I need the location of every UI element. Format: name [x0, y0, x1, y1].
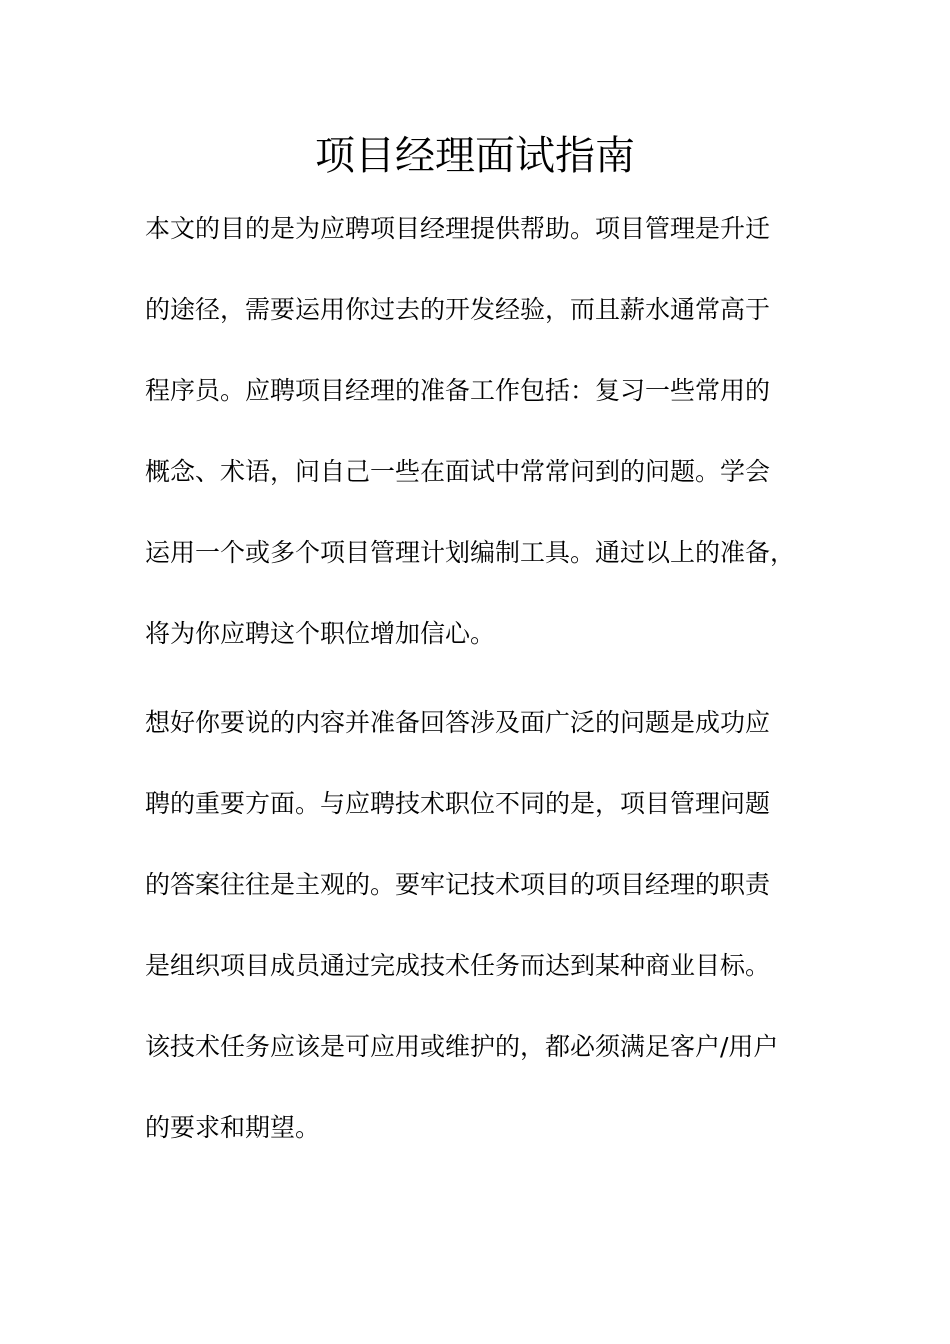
paragraph-line: 的答案往往是主观的。要牢记技术项目的项目经理的职责 — [145, 870, 771, 899]
paragraph-line: 程序员。应聘项目经理的准备工作包括：复习一些常用的 — [145, 376, 771, 405]
paragraph-line: 该技术任务应该是可应用或维护的，都必须满足客户/用户 — [145, 1032, 779, 1061]
paragraph-2 — [145, 706, 810, 1192]
paragraph-line: 运用一个或多个项目管理计划编制工具。通过以上的准备， — [145, 538, 796, 567]
paragraph-line: 是组织项目成员通过完成技术任务而达到某种商业目标。 — [145, 951, 771, 980]
paragraph-line: 本文的目的是为应聘项目经理提供帮助。项目管理是升迁 — [145, 214, 771, 243]
paragraph-line: 概念、术语，问自己一些在面试中常常问到的问题。学会 — [145, 457, 771, 486]
paragraph-line: 的途径，需要运用你过去的开发经验，而且薪水通常高于 — [145, 295, 771, 324]
paragraph-line: 想好你要说的内容并准备回答涉及面广泛的问题是成功应 — [145, 708, 771, 737]
paragraph-line: 聘的重要方面。与应聘技术职位不同的是，项目管理问题 — [145, 789, 771, 818]
paragraph-line: 将为你应聘这个职位增加信心。 — [145, 619, 496, 648]
paragraph-1 — [145, 212, 810, 698]
document-title: 项目经理面试指南 — [315, 133, 635, 179]
paragraph-line: 的要求和期望。 — [145, 1113, 321, 1142]
